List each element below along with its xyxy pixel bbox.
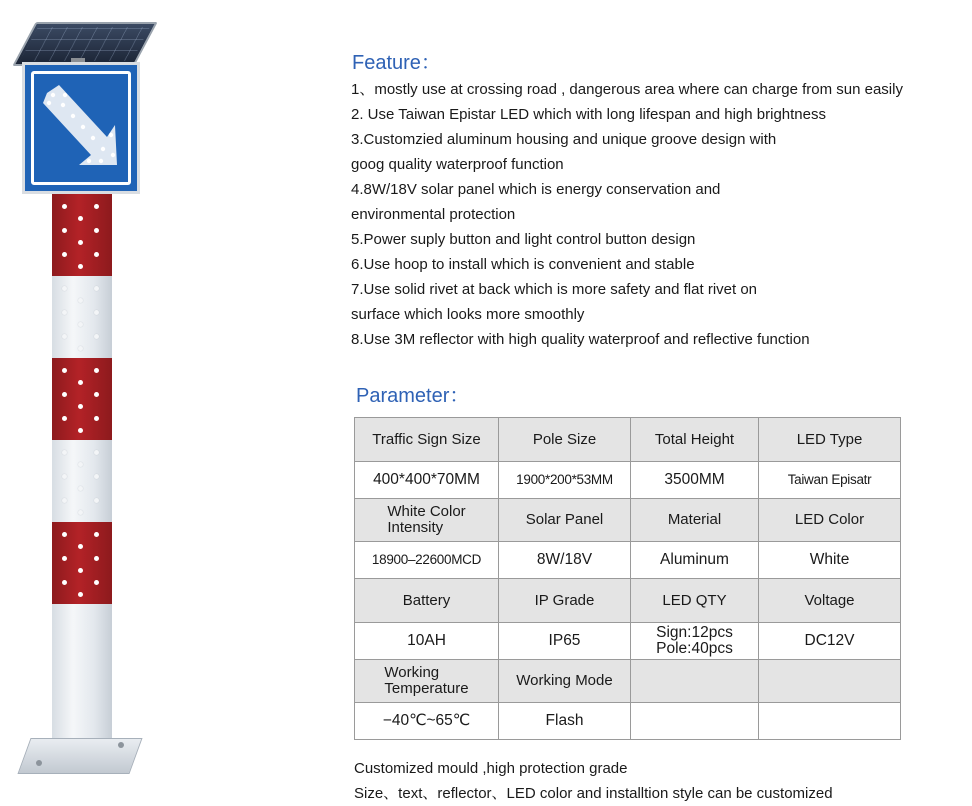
- parameter-label-cell: Traffic Sign Size: [355, 418, 499, 462]
- feature-item: 2. Use Taiwan Epistar LED which with long lifespan and high brightness: [351, 106, 826, 123]
- bolt-icon: [118, 742, 124, 748]
- parameter-label-cell: Working Mode: [499, 660, 631, 703]
- parameter-label-cell: LED QTY: [631, 579, 759, 623]
- parameter-value-cell: Flash: [499, 703, 631, 740]
- parameter-label-cell: LED Color: [759, 499, 901, 542]
- parameter-header-row: [355, 499, 901, 542]
- parameter-label-cell: Pole Size: [499, 418, 631, 462]
- white-reflector-segment: [52, 276, 112, 358]
- parameter-value-cell: [631, 703, 759, 740]
- parameter-label-cell: Voltage: [759, 579, 901, 623]
- footnote-line: Size、text、reflector、LED color and installtion style can be customized: [354, 785, 833, 802]
- footnote-line: Customized mould ,high protection grade: [354, 760, 628, 777]
- parameter-label-cell: IP Grade: [499, 579, 631, 623]
- parameter-label-cell: LED Type: [759, 418, 901, 462]
- parameter-value-cell: 18900–22600MCD: [355, 542, 499, 579]
- parameter-label-cell: Solar Panel: [499, 499, 631, 542]
- parameter-title: Parameter：: [356, 385, 470, 407]
- parameter-table: [354, 417, 901, 740]
- parameter-value-row: [355, 703, 901, 740]
- feature-item: goog quality waterproof function: [351, 156, 564, 173]
- parameter-header-row: [355, 418, 901, 462]
- parameter-value-cell: 3500MM: [631, 462, 759, 499]
- parameter-header-row: [355, 579, 901, 623]
- parameter-value-cell: 8W/18V: [499, 542, 631, 579]
- feature-item: 4.8W/18V solar panel which is energy conservation and: [351, 181, 721, 198]
- product-image: [0, 0, 170, 804]
- feature-title: Feature：: [352, 52, 441, 74]
- parameter-label-cell: [759, 660, 901, 703]
- parameter-header-row: [355, 660, 901, 703]
- red-led-band: [52, 522, 112, 604]
- feature-item: 7.Use solid rivet at back which is more safety and flat rivet on: [351, 281, 758, 298]
- parameter-value-cell: −40℃~65℃: [355, 703, 499, 740]
- parameter-value-cell: IP65: [499, 623, 631, 660]
- parameter-value-row: [355, 623, 901, 660]
- feature-item: surface which looks more smoothly: [351, 306, 585, 323]
- parameter-value-cell: 10AH: [355, 623, 499, 660]
- parameter-label-cell: Total Height: [631, 418, 759, 462]
- parameter-label-cell: White Color Intensity: [355, 499, 499, 542]
- feature-item: 1、mostly use at crossing road , dangerous area where can charge from sun easily: [351, 81, 903, 98]
- footnotes: [354, 756, 833, 806]
- feature-item: 8.Use 3M reflector with high quality waterproof and reflective function: [351, 331, 810, 348]
- feature-list: [351, 77, 903, 352]
- arrow-sign-icon: [22, 62, 140, 194]
- pole: [52, 194, 112, 746]
- feature-item: 5.Power suply button and light control button design: [351, 231, 696, 248]
- parameter-label-cell: Working Temperature: [355, 660, 499, 703]
- bolt-icon: [36, 760, 42, 766]
- parameter-value-cell: 1900*200*53MM: [499, 462, 631, 499]
- diagonal-arrow-icon: [25, 65, 137, 191]
- feature-item: 6.Use hoop to install which is convenient and stable: [351, 256, 695, 273]
- parameter-label-cell: Battery: [355, 579, 499, 623]
- parameter-value-cell: DC12V: [759, 623, 901, 660]
- parameter-value-row: [355, 542, 901, 579]
- parameter-label-cell: Material: [631, 499, 759, 542]
- white-reflector-segment: [52, 440, 112, 522]
- parameter-value-cell: White: [759, 542, 901, 579]
- parameter-value-cell: Aluminum: [631, 542, 759, 579]
- parameter-value-cell: Sign:12pcs Pole:40pcs: [631, 623, 759, 660]
- parameter-value-cell: Taiwan Episatr: [759, 462, 901, 499]
- feature-item: environmental protection: [351, 206, 516, 223]
- red-led-band: [52, 194, 112, 276]
- parameter-value-row: [355, 462, 901, 499]
- parameter-value-cell: [759, 703, 901, 740]
- feature-item: 3.Customzied aluminum housing and unique groove design with: [351, 131, 777, 148]
- parameter-value-cell: 400*400*70MM: [355, 462, 499, 499]
- red-led-band: [52, 358, 112, 440]
- parameter-label-cell: [631, 660, 759, 703]
